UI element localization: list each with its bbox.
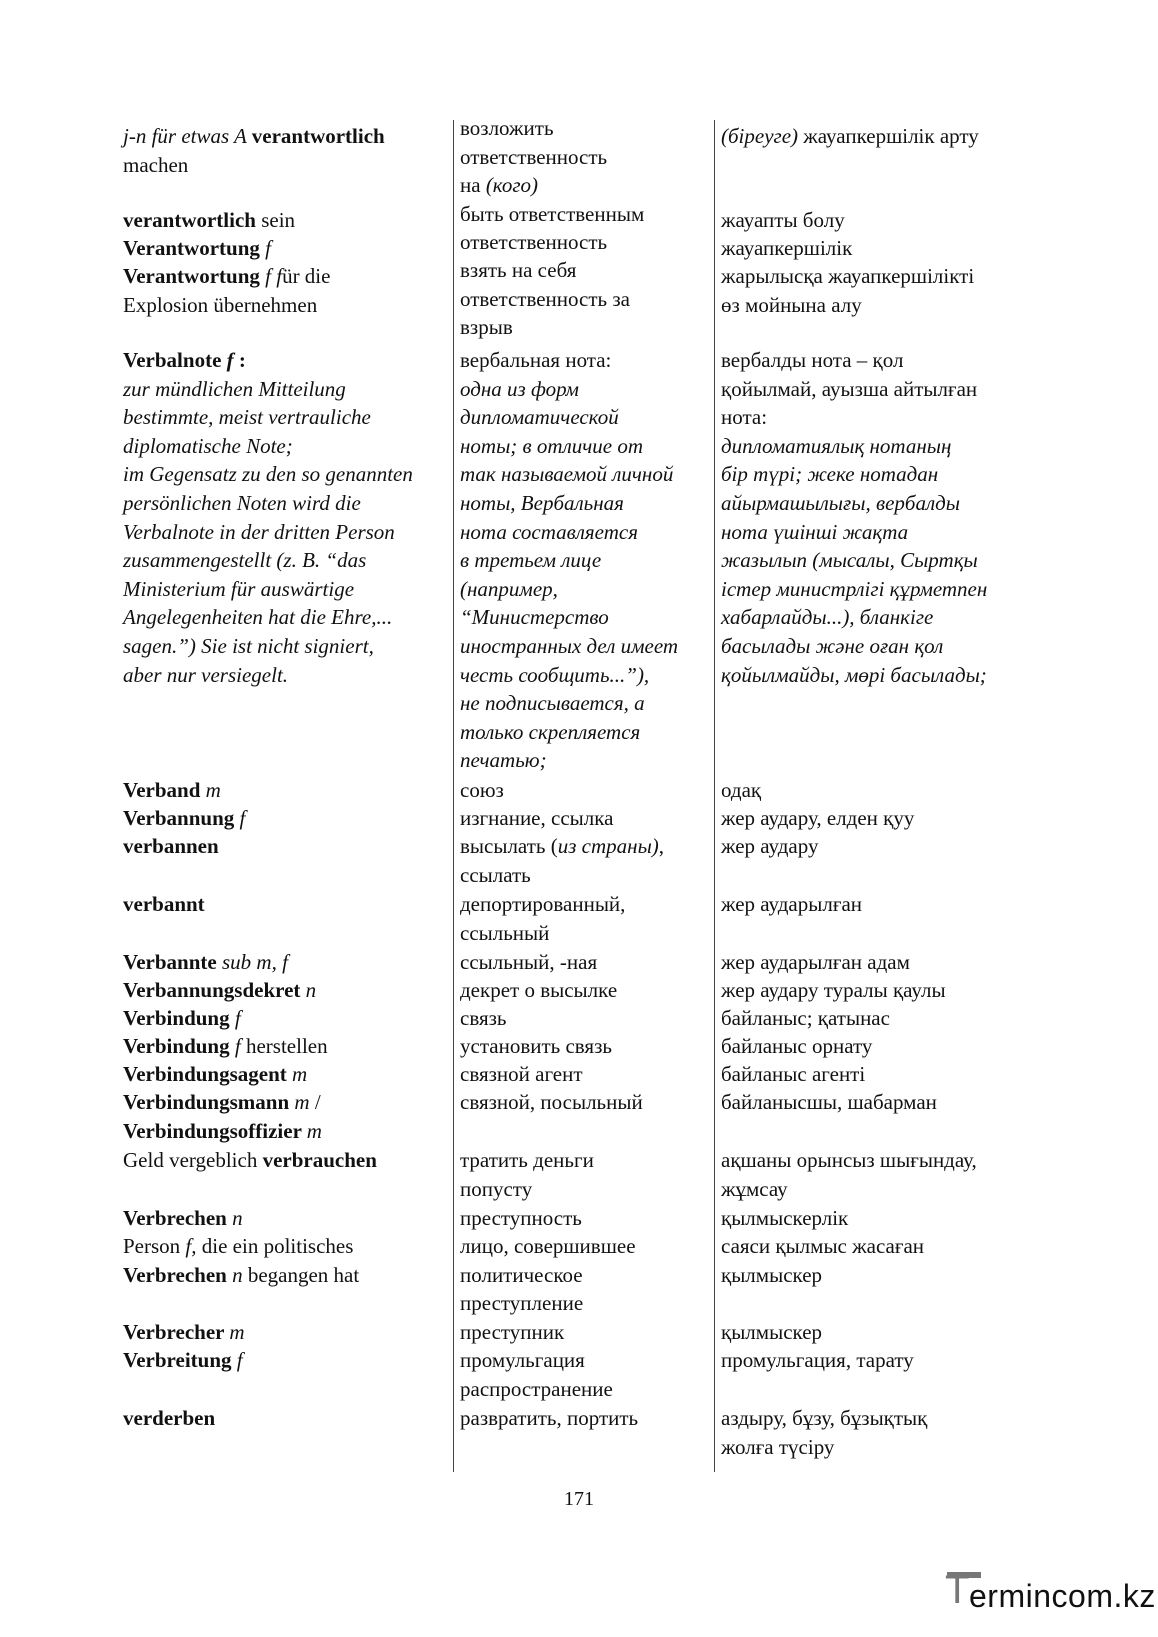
entry-text: жауапты болу [721,208,845,232]
entry-de-cell [123,122,448,179]
entry-ru-cell [460,1232,705,1318]
entry-ru-cell [460,1404,705,1433]
entry-kk-cell [721,1004,1041,1033]
entry-de-cell [123,262,448,319]
entry-text: изгнание, ссылка [460,806,614,830]
entry-kk-cell [721,206,1041,235]
entry-text: machen [123,152,189,177]
entry-ru-cell [460,228,705,257]
entry-text: verbannt [123,892,205,916]
entry-ru-cell [460,1146,705,1203]
logo-letter-t: T [945,1568,970,1612]
entry-ru-cell [460,1032,705,1061]
entry-text: преступность [460,1206,582,1230]
entry-text: одна из форм дипломатической ноты; в отличие от так называемой личной ноты, Вербальная нота составляется в третьем лице (например, “Министерство иностранных дел имеет честь сообщить...”), не подписывается, а только скрепляется печатью; [460,376,679,773]
entry-text: промульгация распространение [460,1348,613,1401]
entry-text: begangen hat [242,1262,360,1287]
entry-text: қылмыскер [721,1320,823,1344]
entry-text: жауапкершілік арту [798,124,979,148]
entry-text: n [232,1206,243,1230]
entry-kk-cell [721,890,1041,919]
entry-kk-cell [721,1146,1041,1203]
entry-text: преступник [460,1320,565,1344]
entry-de-cell [123,234,448,263]
entry-de-cell [123,1346,448,1375]
column-divider-right [714,120,715,1472]
entry-text: Verbindung [123,1006,235,1030]
entry-text: связь [460,1006,507,1030]
entry-text: zur mündlichen Mitteilung bestimmte, meist vertrauliche diplomatische Note; im Gegensatz zu den so genannten persönlichen Noten wird die Verbalnote in der dritten Person zusammengestellt (z. B. “das Ministerium für auswärtige Angelegenheiten hat die Ehre,... sagen.”) Sie ist nicht signiert, aber nur versiegelt. [123,376,413,687]
entry-text: f [234,1006,241,1030]
entry-de-cell [123,776,448,805]
entry-text: f [265,236,271,260]
entry-ru-cell [460,256,705,342]
entry-text: j-n für etwas A [123,124,252,148]
entry-text: вербальная нота: [460,348,612,372]
entry-de-cell [123,1318,448,1347]
entry-ru-cell [460,1346,705,1403]
entry-kk-cell [721,1060,1041,1089]
entry-kk-cell [721,1032,1041,1061]
entry-de-cell [123,976,448,1005]
entry-kk-cell [721,1346,1041,1375]
entry-kk-cell [721,234,1041,263]
entry-ru-cell [460,890,705,947]
entry-text: жер аудару, елден қуу [721,806,915,830]
entry-text: Verband [123,778,206,802]
entry-text: m [292,1062,308,1086]
entry-text: m [306,1118,322,1143]
logo-text: ermincom.kz [969,1578,1156,1614]
entry-text: f f [265,264,283,288]
entry-de-cell [123,206,448,235]
entry-text: Verantwortung [123,236,266,260]
entry-ru-cell [460,114,705,200]
entry-text: verbannen [123,834,219,858]
entry-de-cell [123,1004,448,1033]
entry-de-cell [123,1204,448,1233]
entry-text: f [239,806,246,830]
entry-text: жауапкершілік [721,236,853,260]
entry-text: sein [255,208,296,232]
entry-text: Verbannung [123,806,240,830]
entry-ru-cell [460,200,705,229]
entry-text: m [294,1090,310,1114]
entry-text: дипломатиялық нотаның бір түрі; жеке нотадан айырмашылығы, вербалды нота үшінші жақта жазылып (мысалы, Сыртқы істер министрлігі құрметпен хабарлайды...), бланкіге басылады және оған қол қойылмайды, мөрі басылады; [721,433,988,687]
entry-text: Verbindung [123,1034,235,1058]
entry-kk-cell [721,948,1041,977]
entry-text: : [233,348,246,372]
entry-text: Verbrecher [123,1320,230,1344]
entry-text: Geld vergeblich [123,1148,263,1172]
entry-text: Verbreitung [123,1348,237,1372]
entry-text: жер аудару [721,834,819,858]
entry-text: m [229,1320,245,1344]
entry-text: аздыру, бұзу, бұзықтық жолға түсіру [721,1406,928,1459]
entry-text: байланыс орнату [721,1034,873,1058]
entry-text: Verbrechen [123,1262,233,1287]
entry-ru-cell [460,1088,705,1117]
entry-de-cell [123,1146,448,1175]
entry-ru-cell [460,832,705,889]
entry-de-cell [123,1232,448,1289]
entry-text: ответственность [460,230,608,254]
entry-text: жер аудару туралы қаулы [721,978,946,1002]
entry-text: байланысшы, шабарман [721,1090,937,1114]
termincom-logo [945,1568,1155,1618]
entry-text: установить связь [460,1034,612,1058]
entry-text: из страны) [557,834,659,858]
page-number: 171 [564,1488,594,1510]
entry-text: Verbindungsmann [123,1090,295,1114]
entry-text: (кого) [485,173,539,198]
entry-text: verantwortlich [123,208,256,232]
entry-text: возложить ответственность на [460,116,608,198]
entry-text: Verbindungsoffizier [123,1118,307,1143]
entry-ru-cell [460,1060,705,1089]
entry-de-cell [123,948,448,977]
entry-kk-cell [721,776,1041,805]
entry-kk-cell [721,1232,1041,1289]
entry-de-cell [123,346,448,689]
entry-kk-cell [721,262,1041,319]
entry-text: n [232,1262,243,1287]
entry-text: Verbrechen [123,1206,233,1230]
entry-text: ақшаны орынсыз шығындау, жұмсау [721,1148,977,1201]
entry-kk-cell [721,1088,1041,1117]
entry-text: жер аударылған адам [721,950,910,974]
entry-text: f [236,1348,243,1372]
entry-ru-cell [460,776,705,805]
entry-text: , ссылать [460,834,665,887]
column-divider-left [453,120,454,1472]
entry-text: Verbannte [123,950,222,974]
entry-text: қылмыскерлік [721,1206,849,1230]
entry-de-cell [123,1088,448,1145]
entry-text: быть ответственным [460,202,645,226]
entry-text: f [226,348,234,372]
entry-text: одақ [721,778,762,802]
entry-de-cell [123,1060,448,1089]
entry-text: промульгация, тарату [721,1348,914,1372]
entry-kk-cell [721,122,1041,151]
entry-text: (біреуге) [721,124,799,148]
entry-text: саяси қылмыс жасаған қылмыскер [721,1234,925,1287]
entry-text: связной, посыльный [460,1090,643,1114]
entry-kk-cell [721,832,1041,861]
entry-text: развратить, портить [460,1406,639,1430]
entry-ru-cell [460,1004,705,1033]
entry-ru-cell [460,1318,705,1347]
entry-ru-cell [460,948,705,977]
entry-text: f [234,1034,241,1058]
entry-text: m [205,778,221,802]
entry-ru-cell [460,976,705,1005]
entry-kk-cell [721,1204,1041,1233]
entry-text: Verbindungsagent [123,1062,293,1086]
entry-de-cell [123,832,448,861]
entry-ru-cell [460,346,705,775]
entry-text: Verbannungsdekret [123,978,306,1002]
entry-de-cell [123,804,448,833]
entry-text: лицо, совершившее политическое преступление [460,1234,636,1316]
entry-text: Verbalnote [123,348,227,372]
entry-text: жарылысқа жауапкершілікті өз мойнына алу [721,264,975,317]
entry-de-cell [123,890,448,919]
entry-text: herstellen [240,1034,328,1058]
entry-text: жер аударылған [721,892,863,916]
entry-text: n [305,978,317,1002]
entry-kk-cell [721,346,1041,689]
entry-text: verantwortlich [251,124,385,148]
entry-de-cell [123,1404,448,1433]
entry-de-cell [123,1032,448,1061]
entry-text: die ein politisches [201,1234,354,1258]
entry-ru-cell [460,1204,705,1233]
entry-text: Person [123,1234,186,1258]
entry-text: байланыс; қатынас [721,1006,890,1030]
entry-kk-cell [721,976,1041,1005]
entry-text: verbrauchen [262,1148,377,1172]
entry-text: декрет о высылке [460,978,618,1002]
entry-text: verderben [123,1406,216,1430]
entry-ru-cell [460,804,705,833]
entry-text: f, [185,1234,197,1258]
entry-text: sub m, f [221,950,288,974]
entry-text: Verantwortung [123,264,266,288]
entry-text: вербалды нота – қол қойылмай, ауызша айтылған нота: [721,348,978,430]
entry-kk-cell [721,1318,1041,1347]
entry-text: союз [460,778,504,802]
entry-text: связной агент [460,1062,583,1086]
entry-text: ür die Explosion übernehmen [123,264,331,317]
entry-text: ссыльный, -ная [460,950,598,974]
entry-text: / [314,1090,321,1114]
entry-kk-cell [721,804,1041,833]
entry-text: высылать ( [460,834,558,858]
entry-text: тратить деньги попусту [460,1148,594,1201]
entry-text: байланыс агенті [721,1062,866,1086]
entry-text: взять на себя ответственность за взрыв [460,258,630,340]
entry-text: депортированный, ссыльный [460,892,626,945]
entry-kk-cell [721,1404,1041,1461]
